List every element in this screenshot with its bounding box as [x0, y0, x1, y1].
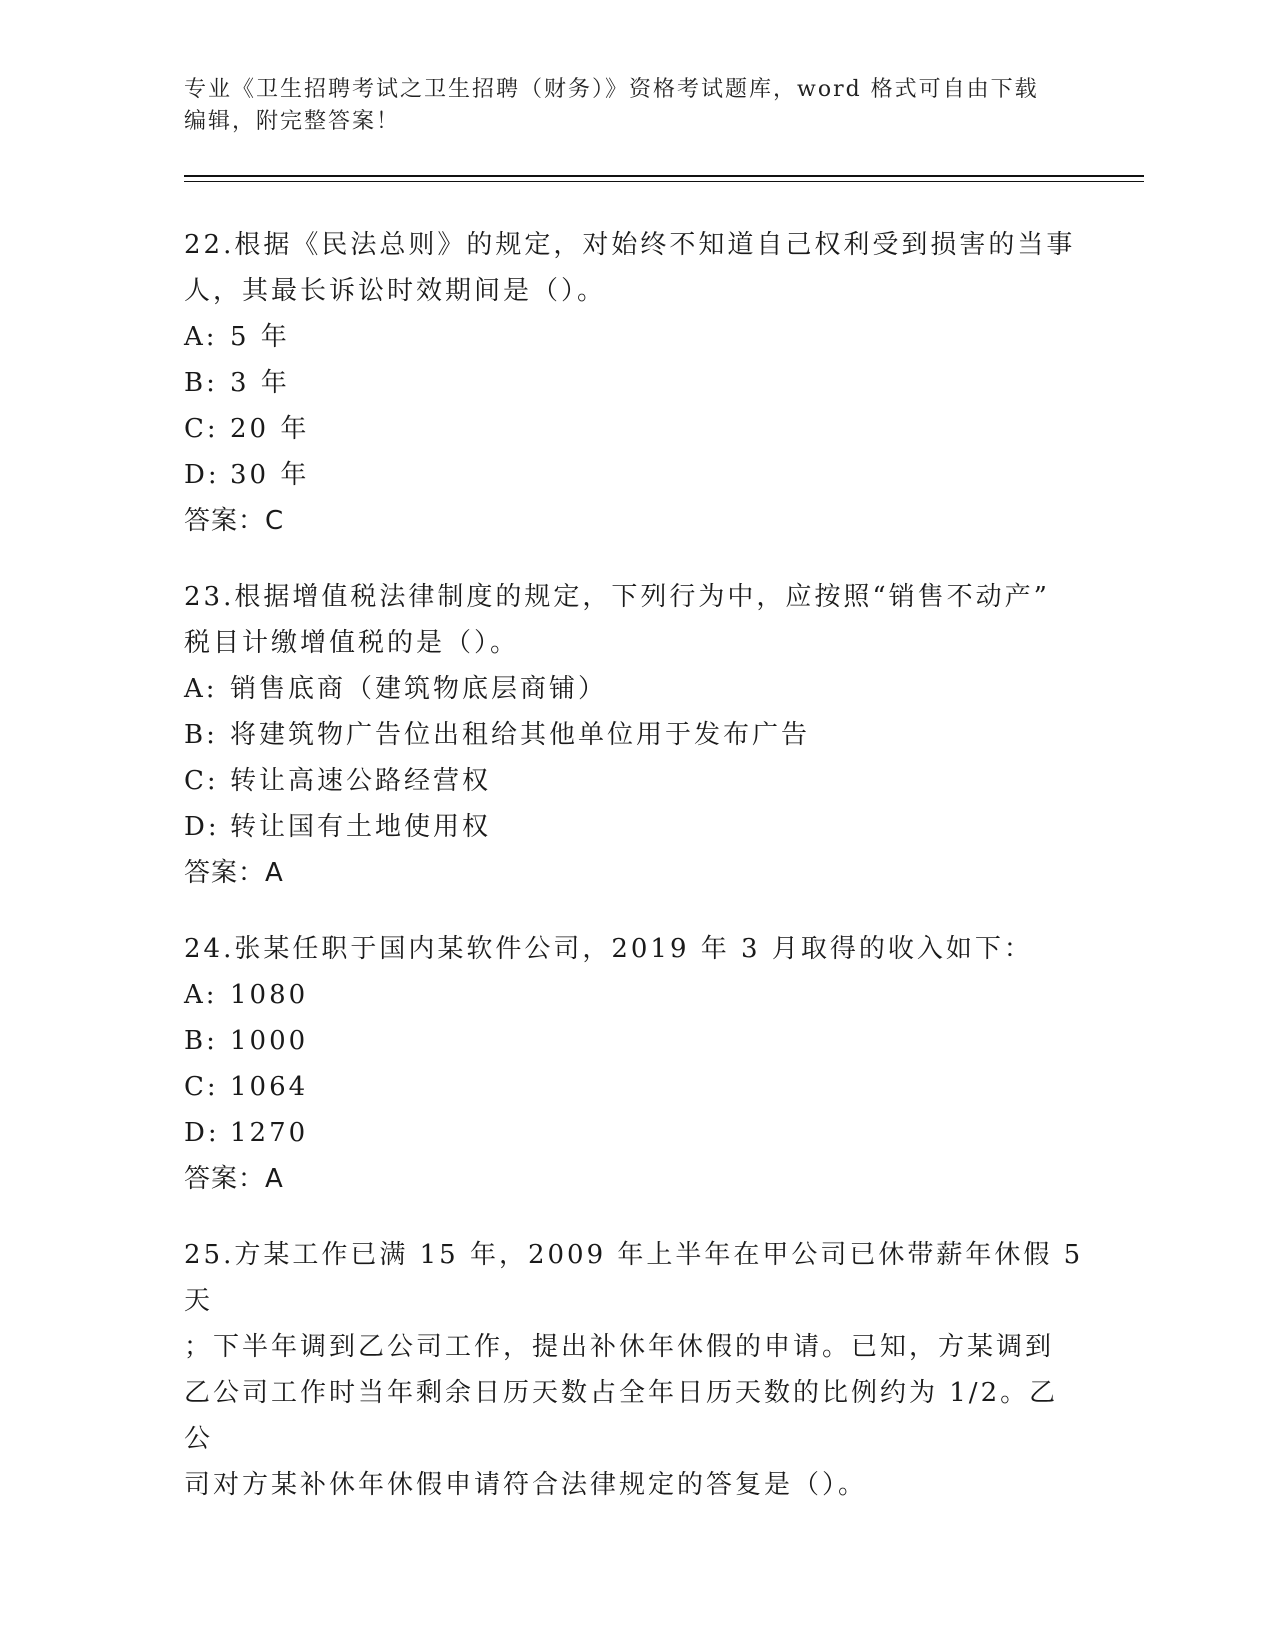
option-letter: A:: [184, 674, 218, 704]
option-b: [184, 712, 1084, 758]
option-letter: C:: [184, 414, 219, 444]
header-divider-bottom: [184, 181, 1144, 182]
option-text: 3 年: [230, 368, 290, 398]
question-23: [184, 574, 1084, 896]
option-d: [184, 804, 1084, 850]
question-stem-line: ；下半年调到乙公司工作，提出补休年休假的申请。已知，方某调到: [184, 1332, 1055, 1362]
answer-line: 答案：C: [184, 506, 285, 536]
option-text: 1270: [230, 1118, 309, 1148]
option-a: [184, 314, 1084, 360]
question-stem-line: 乙公司工作时当年剩余日历天数占全年日历天数的比例约为 1/2。乙公: [184, 1378, 1059, 1454]
option-d: [184, 1110, 1084, 1156]
option-text: 30 年: [230, 460, 310, 490]
option-a: [184, 666, 1084, 712]
question-24: [184, 926, 1084, 1202]
option-letter: C:: [184, 1072, 219, 1102]
header-divider-top: [184, 175, 1144, 177]
option-letter: A:: [184, 322, 218, 352]
header-line-1: 专业《卫生招聘考试之卫生招聘（财务）》资格考试题库，word 格式可自由下载: [184, 77, 1039, 102]
header-line-2: 编辑，附完整答案！: [184, 109, 401, 134]
option-letter: B:: [184, 720, 218, 750]
option-letter: B:: [184, 1026, 218, 1056]
document-header: [184, 74, 1084, 138]
option-c: [184, 406, 1084, 452]
question-25: [184, 1232, 1084, 1508]
option-text: 5 年: [230, 322, 290, 352]
option-letter: D:: [184, 1118, 220, 1148]
question-stem-line: 税目计缴增值税的是（）。: [184, 628, 520, 658]
option-c: [184, 1064, 1084, 1110]
option-letter: D:: [184, 812, 220, 842]
option-b: [184, 1018, 1084, 1064]
question-stem-line: 25.方某工作已满 15 年，2009 年上半年在甲公司已休带薪年休假 5 天: [184, 1240, 1084, 1316]
question-22: [184, 222, 1084, 544]
question-stem-line: 司对方某补休年休假申请符合法律规定的答复是（）。: [184, 1470, 868, 1500]
option-letter: A:: [184, 980, 218, 1010]
option-a: [184, 972, 1084, 1018]
option-letter: B:: [184, 368, 218, 398]
option-text: 20 年: [230, 414, 310, 444]
option-text: 将建筑物广告位出租给其他单位用于发布广告: [230, 720, 811, 750]
option-b: [184, 360, 1084, 406]
answer-line: 答案：A: [184, 1164, 284, 1194]
option-text: 转让高速公路经营权: [230, 766, 492, 796]
option-c: [184, 758, 1084, 804]
option-letter: D:: [184, 460, 220, 490]
option-text: 转让国有土地使用权: [230, 812, 492, 842]
question-stem-line: 人，其最长诉讼时效期间是（）。: [184, 276, 607, 306]
option-text: 1080: [230, 980, 309, 1010]
option-text: 1064: [230, 1072, 309, 1102]
option-letter: C:: [184, 766, 219, 796]
option-d: [184, 452, 1084, 498]
question-stem-line: 24.张某任职于国内某软件公司，2019 年 3 月取得的收入如下：: [184, 934, 1033, 964]
option-text: 销售底商（建筑物底层商铺）: [230, 674, 608, 704]
option-text: 1000: [230, 1026, 309, 1056]
question-stem-line: 23.根据增值税法律制度的规定，下列行为中，应按照“销售不动产”: [184, 582, 1050, 612]
answer-line: 答案：A: [184, 858, 284, 888]
question-stem-line: 22.根据《民法总则》的规定，对始终不知道自己权利受到损害的当事: [184, 230, 1076, 260]
